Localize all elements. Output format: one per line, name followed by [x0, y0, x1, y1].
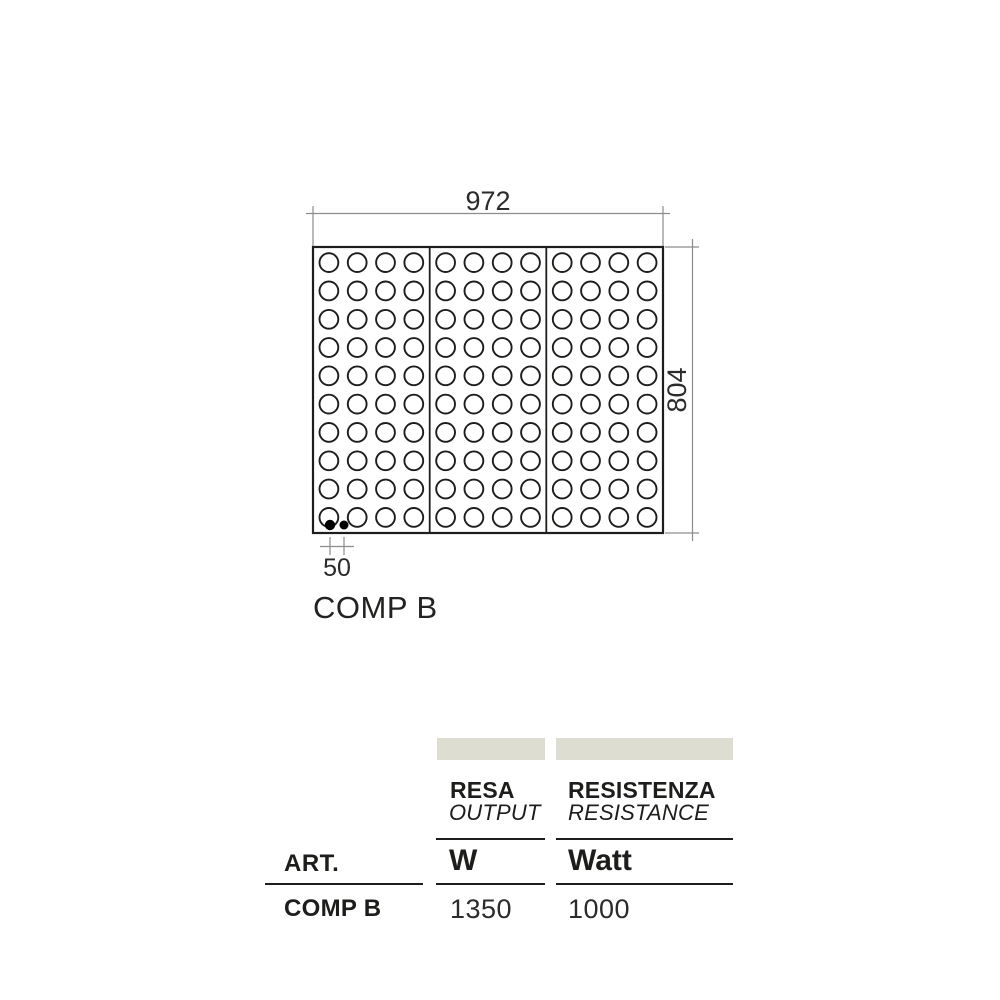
hole — [320, 366, 339, 385]
accent-bar-resa — [437, 738, 545, 760]
hole — [404, 366, 423, 385]
hole — [638, 480, 657, 499]
hole — [493, 423, 512, 442]
hole — [320, 451, 339, 470]
hole — [553, 310, 572, 329]
column-subtitle-output: OUTPUT — [449, 800, 541, 825]
table-rule — [556, 838, 733, 840]
hole — [609, 451, 628, 470]
drawing-caption: COMP B — [313, 590, 438, 625]
hole — [609, 366, 628, 385]
hole — [376, 338, 395, 357]
accent-bar-resistenza — [556, 738, 733, 760]
hole — [320, 310, 339, 329]
hole — [493, 253, 512, 272]
fixing-dot — [340, 521, 349, 530]
column-title-resistenza: RESISTENZA — [568, 777, 716, 803]
hole — [521, 508, 540, 527]
hole — [320, 253, 339, 272]
column-title-resa: RESA — [450, 777, 515, 803]
hole — [376, 508, 395, 527]
hole — [436, 338, 455, 357]
hole — [320, 423, 339, 442]
hole — [404, 310, 423, 329]
hole — [436, 366, 455, 385]
height-dimension-label: 804 — [662, 367, 692, 413]
hole — [609, 508, 628, 527]
hole — [404, 253, 423, 272]
hole — [320, 395, 339, 414]
hole — [581, 338, 600, 357]
hole — [553, 338, 572, 357]
hole — [436, 480, 455, 499]
hole — [348, 310, 367, 329]
hole — [609, 282, 628, 301]
hole — [465, 451, 484, 470]
hole — [638, 253, 657, 272]
hole — [404, 423, 423, 442]
hole — [320, 338, 339, 357]
hole — [581, 395, 600, 414]
hole — [376, 480, 395, 499]
column-subtitle-resistance: RESISTANCE — [568, 800, 709, 825]
hole — [465, 508, 484, 527]
hole — [521, 253, 540, 272]
hole — [348, 508, 367, 527]
unit-label-w: W — [449, 844, 478, 877]
table-rule — [556, 883, 733, 885]
height-dimension — [662, 239, 699, 541]
row-output-value: 1350 — [450, 894, 513, 924]
hole — [521, 282, 540, 301]
hole — [581, 423, 600, 442]
hole — [376, 253, 395, 272]
hole — [348, 480, 367, 499]
hole — [581, 451, 600, 470]
hole — [348, 282, 367, 301]
hole — [493, 338, 512, 357]
hole — [376, 423, 395, 442]
row-article-name: COMP B — [284, 895, 382, 922]
hole — [638, 366, 657, 385]
hole — [493, 310, 512, 329]
hole — [638, 338, 657, 357]
hole — [521, 423, 540, 442]
hole — [436, 423, 455, 442]
hole — [436, 253, 455, 272]
art-column-header: ART. — [284, 850, 340, 877]
fixing-dot — [325, 520, 335, 530]
hole — [581, 508, 600, 527]
hole — [465, 338, 484, 357]
hole — [553, 451, 572, 470]
hole — [436, 508, 455, 527]
hole — [581, 480, 600, 499]
hole — [348, 338, 367, 357]
hole — [493, 282, 512, 301]
hole — [553, 395, 572, 414]
hole — [521, 451, 540, 470]
hole — [553, 253, 572, 272]
hole — [465, 253, 484, 272]
hole — [376, 310, 395, 329]
hole — [553, 508, 572, 527]
hole — [404, 282, 423, 301]
hole — [493, 366, 512, 385]
hole — [581, 282, 600, 301]
table-rule — [265, 883, 423, 885]
hole — [609, 480, 628, 499]
hole — [348, 423, 367, 442]
hole — [638, 310, 657, 329]
hole — [493, 451, 512, 470]
hole — [521, 366, 540, 385]
hole — [609, 395, 628, 414]
hole — [348, 451, 367, 470]
hole — [376, 451, 395, 470]
hole — [638, 451, 657, 470]
hole — [581, 253, 600, 272]
hole — [436, 310, 455, 329]
width-dimension-label: 972 — [465, 186, 511, 216]
hole — [404, 338, 423, 357]
hole — [404, 395, 423, 414]
hole — [320, 282, 339, 301]
hole — [376, 366, 395, 385]
hole — [581, 366, 600, 385]
hole — [493, 480, 512, 499]
pitch-dimension-label: 50 — [323, 554, 351, 582]
hole — [553, 366, 572, 385]
hole — [638, 395, 657, 414]
hole — [465, 310, 484, 329]
hole — [348, 366, 367, 385]
hole — [320, 480, 339, 499]
hole — [609, 253, 628, 272]
hole — [638, 282, 657, 301]
unit-label-watt: Watt — [568, 844, 632, 877]
hole — [581, 310, 600, 329]
hole — [609, 423, 628, 442]
hole — [553, 282, 572, 301]
hole — [436, 451, 455, 470]
hole — [465, 423, 484, 442]
hole — [404, 508, 423, 527]
hole — [465, 395, 484, 414]
row-resistance-value: 1000 — [568, 894, 631, 924]
hole — [493, 508, 512, 527]
hole — [521, 338, 540, 357]
hole — [376, 282, 395, 301]
width-dimension — [306, 186, 670, 247]
hole — [376, 395, 395, 414]
table-rule — [436, 883, 545, 885]
hole — [436, 395, 455, 414]
hole — [609, 338, 628, 357]
hole — [493, 395, 512, 414]
hole — [348, 253, 367, 272]
hole — [465, 282, 484, 301]
hole — [465, 366, 484, 385]
hole — [404, 480, 423, 499]
hole — [465, 480, 484, 499]
hole — [404, 451, 423, 470]
hole — [638, 423, 657, 442]
hole — [553, 423, 572, 442]
table-rule — [436, 838, 545, 840]
hole — [553, 480, 572, 499]
hole — [348, 395, 367, 414]
hole — [638, 508, 657, 527]
hole-grid — [320, 253, 657, 527]
hole — [609, 310, 628, 329]
hole — [436, 282, 455, 301]
pitch-dimension — [320, 537, 354, 582]
hole — [521, 395, 540, 414]
hole — [521, 310, 540, 329]
hole — [521, 480, 540, 499]
